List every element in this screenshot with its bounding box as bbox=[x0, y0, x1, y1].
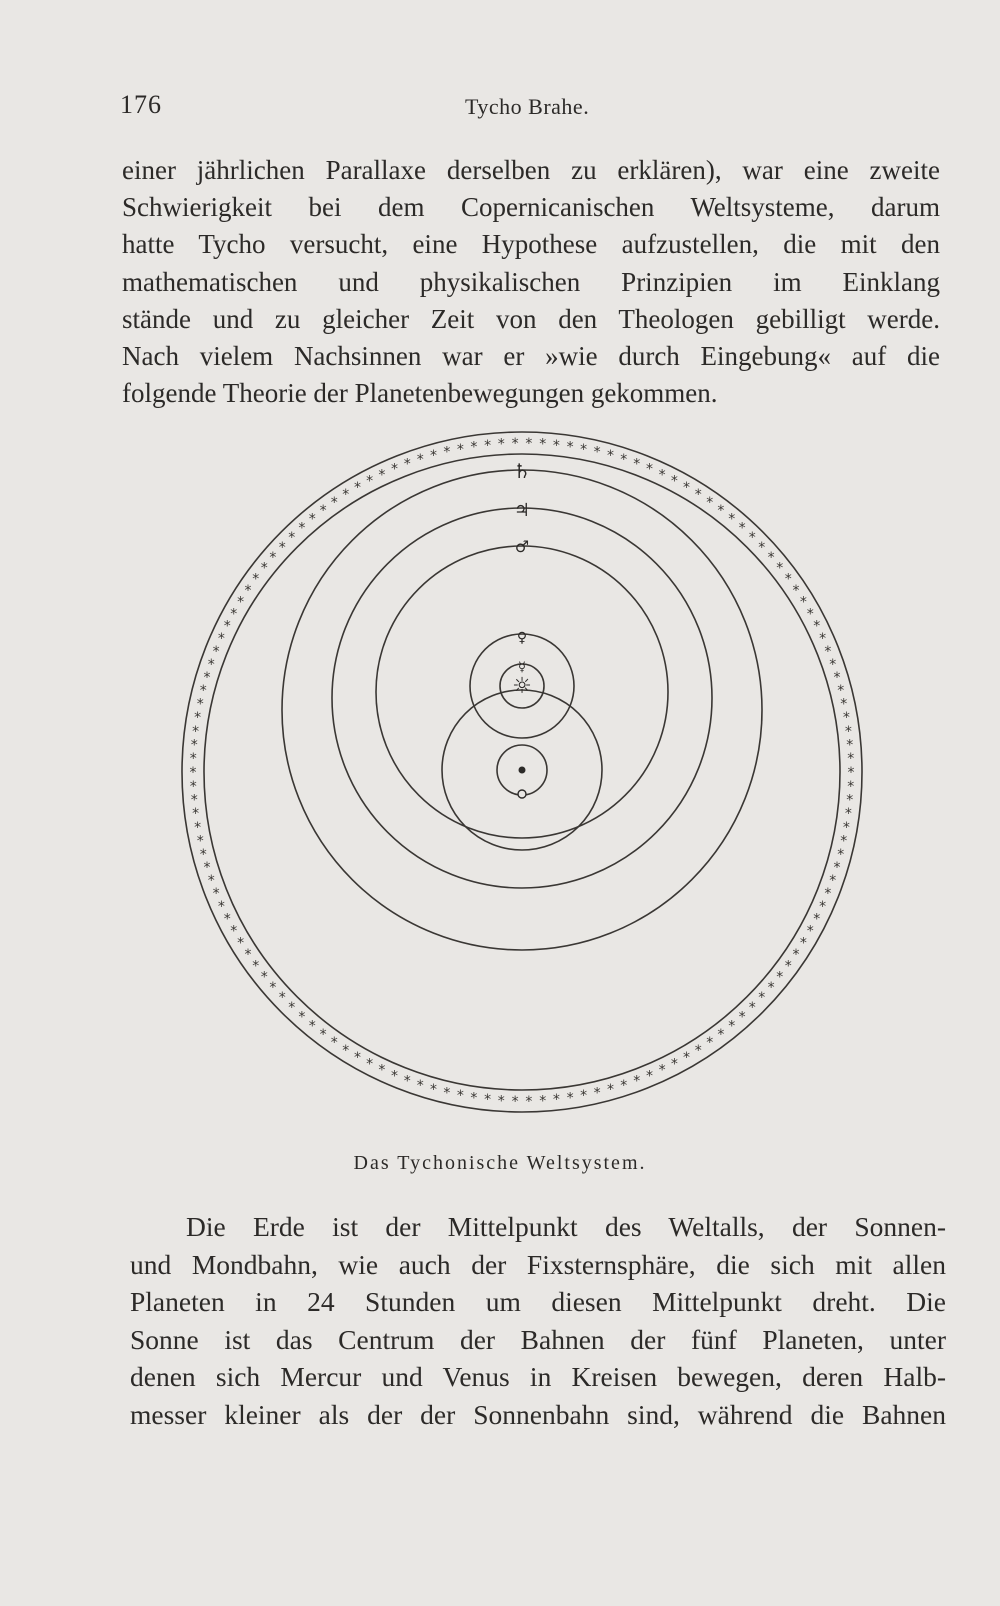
mars-symbol: ♂ bbox=[514, 537, 530, 556]
star-mark: * bbox=[189, 751, 197, 768]
star-mark: * bbox=[366, 1056, 374, 1073]
star-mark: * bbox=[593, 444, 601, 461]
star-mark: * bbox=[566, 439, 574, 456]
star-mark: * bbox=[844, 723, 852, 740]
star-mark: * bbox=[829, 656, 837, 673]
star-mark: * bbox=[456, 1088, 464, 1105]
star-mark: * bbox=[378, 1062, 386, 1079]
star-mark: * bbox=[792, 582, 800, 599]
star-mark: * bbox=[607, 1081, 614, 1098]
star-mark: * bbox=[806, 923, 814, 940]
star-mark: * bbox=[646, 461, 653, 478]
star-mark: * bbox=[580, 441, 588, 458]
star-mark: * bbox=[237, 935, 245, 952]
star-mark: * bbox=[847, 778, 855, 795]
star-mark: * bbox=[620, 1077, 628, 1094]
star-mark: * bbox=[497, 1093, 505, 1110]
star-mark: * bbox=[824, 643, 832, 660]
star-mark: * bbox=[199, 683, 207, 700]
text-line: stände und zu gleicher Zeit von den Theologen gebilligt werde. bbox=[122, 303, 940, 334]
star-mark: * bbox=[758, 539, 766, 556]
star-mark: * bbox=[792, 947, 800, 964]
star-mark: * bbox=[847, 751, 855, 768]
star-mark: * bbox=[319, 502, 327, 519]
star-mark: * bbox=[416, 1077, 424, 1094]
star-mark: * bbox=[342, 1042, 350, 1059]
star-mark: * bbox=[354, 480, 361, 497]
star-mark: * bbox=[288, 529, 296, 546]
star-mark: * bbox=[252, 958, 260, 975]
star-mark: * bbox=[842, 819, 850, 836]
star-mark: * bbox=[813, 911, 821, 928]
star-mark: * bbox=[539, 436, 547, 453]
star-mark: * bbox=[470, 439, 478, 456]
text-line: denen sich Mercur und Venus in Kreisen bewegen, deren Halb- bbox=[130, 1361, 946, 1393]
star-mark: * bbox=[847, 765, 855, 781]
star-mark: * bbox=[620, 452, 628, 469]
star-mark: * bbox=[403, 1073, 411, 1090]
star-mark: * bbox=[846, 792, 854, 809]
star-mark: * bbox=[244, 582, 252, 599]
star-mark: * bbox=[192, 723, 200, 740]
star-mark: * bbox=[837, 846, 845, 863]
star-mark: * bbox=[190, 737, 198, 754]
star-mark: * bbox=[593, 1085, 601, 1102]
star-mark: * bbox=[658, 1062, 666, 1079]
star-mark: * bbox=[633, 1073, 641, 1090]
star-mark: * bbox=[511, 1093, 519, 1110]
star-mark: * bbox=[330, 494, 338, 511]
star-mark: * bbox=[416, 452, 424, 469]
star-mark: * bbox=[784, 571, 792, 588]
star-mark: * bbox=[552, 437, 560, 454]
text-line: einer jährlichen Parallaxe derselben zu erklären), war eine zweite bbox=[122, 155, 940, 185]
star-mark: * bbox=[308, 511, 316, 528]
star-mark: * bbox=[288, 1000, 296, 1017]
star-mark: * bbox=[840, 833, 848, 850]
star-mark: * bbox=[738, 520, 746, 537]
text-line: messer kleiner als der der Sonnenbahn sind, während die Bahnen bbox=[130, 1398, 946, 1430]
star-mark: * bbox=[298, 1009, 306, 1026]
star-mark: * bbox=[196, 696, 204, 713]
star-mark: * bbox=[728, 511, 736, 528]
paragraph-1 bbox=[122, 152, 940, 412]
star-mark: * bbox=[203, 669, 211, 686]
star-mark: * bbox=[799, 594, 807, 611]
star-mark: * bbox=[484, 437, 492, 454]
star-mark: * bbox=[767, 980, 775, 996]
star-mark: * bbox=[330, 1035, 338, 1052]
star-mark: * bbox=[278, 990, 286, 1007]
star-mark: * bbox=[819, 898, 827, 915]
running-title: Tycho Brahe. bbox=[465, 94, 590, 119]
star-mark: * bbox=[308, 1018, 316, 1035]
star-mark: * bbox=[430, 1081, 437, 1098]
star-mark: * bbox=[799, 935, 807, 952]
star-mark: * bbox=[511, 436, 519, 453]
star-mark: * bbox=[443, 1085, 451, 1102]
star-mark: * bbox=[658, 467, 666, 484]
star-mark: * bbox=[706, 494, 714, 511]
text-line: Schwierigkeit bei dem Copernicanischen Weltsysteme, darum bbox=[122, 192, 940, 223]
star-mark: * bbox=[269, 980, 277, 996]
star-mark: * bbox=[748, 1000, 756, 1017]
star-mark: * bbox=[470, 1090, 478, 1107]
star-mark: * bbox=[824, 886, 832, 903]
moon-dot bbox=[518, 790, 526, 798]
earth-center bbox=[519, 767, 526, 774]
star-mark: * bbox=[194, 819, 202, 836]
star-mark: * bbox=[223, 911, 231, 928]
star-mark: * bbox=[497, 436, 505, 453]
star-mark: * bbox=[196, 833, 204, 850]
star-mark: * bbox=[217, 898, 225, 915]
star-mark: * bbox=[776, 969, 784, 986]
text-line: folgende Theorie der Planetenbewegungen gekommen. bbox=[122, 378, 718, 409]
tychonic-system-diagram bbox=[180, 430, 900, 1150]
star-mark: * bbox=[354, 1049, 361, 1066]
star-mark: * bbox=[813, 618, 821, 635]
star-mark: * bbox=[366, 473, 374, 490]
star-mark: * bbox=[207, 873, 215, 890]
star-mark: * bbox=[194, 710, 202, 727]
star-mark: * bbox=[298, 520, 306, 537]
star-mark: * bbox=[252, 571, 260, 588]
star-mark: * bbox=[342, 487, 350, 504]
star-mark: * bbox=[269, 550, 277, 566]
star-mark: * bbox=[391, 461, 398, 478]
star-mark: * bbox=[199, 846, 207, 863]
star-mark: * bbox=[237, 594, 245, 611]
star-mark: * bbox=[484, 1092, 492, 1109]
star-mark: * bbox=[278, 539, 286, 556]
star-mark: * bbox=[776, 560, 784, 577]
star-mark: * bbox=[706, 1035, 714, 1052]
venus-symbol: ♀ bbox=[516, 630, 528, 646]
star-mark: * bbox=[456, 441, 464, 458]
star-mark: * bbox=[842, 710, 850, 727]
star-mark: * bbox=[212, 886, 220, 903]
star-mark: * bbox=[203, 860, 211, 877]
star-mark: * bbox=[819, 631, 827, 648]
star-mark: * bbox=[260, 969, 268, 986]
text-line: Planeten in 24 Stunden um diesen Mittelpunkt dreht. Die bbox=[130, 1286, 946, 1318]
star-mark: * bbox=[758, 990, 766, 1007]
star-mark: * bbox=[244, 947, 252, 964]
star-mark: * bbox=[580, 1088, 588, 1105]
star-mark: * bbox=[633, 456, 641, 473]
star-mark: * bbox=[646, 1068, 653, 1085]
star-mark: * bbox=[670, 1056, 678, 1073]
star-mark: * bbox=[223, 618, 231, 635]
text-line: und Mondbahn, wie auch der Fixsternsphäre, die sich mit allen bbox=[130, 1248, 946, 1280]
star-mark: * bbox=[319, 1027, 327, 1044]
star-mark: * bbox=[525, 1093, 533, 1110]
star-mark: * bbox=[260, 560, 268, 577]
star-mark: * bbox=[552, 1092, 560, 1109]
star-mark: * bbox=[694, 487, 702, 504]
star-mark: * bbox=[833, 669, 841, 686]
star-mark: * bbox=[840, 696, 848, 713]
star-mark: * bbox=[683, 1049, 690, 1066]
star-mark: * bbox=[717, 1027, 725, 1044]
page-header bbox=[120, 90, 940, 130]
star-mark: * bbox=[230, 606, 238, 623]
text-line: Sonne ist das Centrum der Bahnen der fünf Planeten, unter bbox=[130, 1323, 946, 1355]
star-mark: * bbox=[212, 643, 220, 660]
paragraph-2 bbox=[130, 1208, 946, 1434]
star-mark: * bbox=[767, 550, 775, 566]
star-mark: * bbox=[190, 792, 198, 809]
text-line: mathematischen und physikalischen Prinzipien im Einklang bbox=[122, 266, 940, 297]
text-line: hatte Tycho versucht, eine Hypothese aufzustellen, die mit den bbox=[122, 229, 940, 260]
star-mark: * bbox=[566, 1090, 574, 1107]
star-mark: * bbox=[694, 1042, 702, 1059]
star-mark: * bbox=[728, 1018, 736, 1035]
text-line: Nach vielem Nachsinnen war er »wie durch Eingebung« auf die bbox=[122, 341, 940, 372]
star-mark: * bbox=[683, 480, 690, 497]
star-mark: * bbox=[217, 631, 225, 648]
star-mark: * bbox=[430, 448, 437, 465]
jupiter-symbol: ♃ bbox=[513, 500, 531, 521]
star-mark: * bbox=[670, 473, 678, 490]
star-mark: * bbox=[717, 502, 725, 519]
text-line: Die Erde ist der Mittelpunkt des Weltalls, der Sonnen- bbox=[186, 1211, 946, 1242]
star-mark: * bbox=[806, 606, 814, 623]
star-mark: * bbox=[189, 778, 197, 795]
figure-caption: Das Tychonische Weltsystem. bbox=[353, 1152, 647, 1174]
star-mark: * bbox=[748, 529, 756, 546]
star-mark: * bbox=[738, 1009, 746, 1026]
star-mark: * bbox=[829, 873, 837, 890]
star-mark: * bbox=[192, 806, 200, 823]
mercury-symbol: ☿ bbox=[518, 660, 526, 675]
star-mark: * bbox=[391, 1068, 398, 1085]
star-mark: * bbox=[230, 923, 238, 940]
star-mark: * bbox=[607, 448, 614, 465]
page-number: 176 bbox=[120, 90, 162, 119]
star-mark: * bbox=[403, 456, 411, 473]
saturn-symbol: ♄ bbox=[513, 459, 531, 483]
star-mark: * bbox=[378, 467, 386, 484]
star-mark: * bbox=[207, 656, 215, 673]
star-mark: * bbox=[443, 444, 451, 461]
star-mark: * bbox=[846, 737, 854, 754]
star-mark: * bbox=[525, 436, 533, 453]
star-mark: * bbox=[844, 806, 852, 823]
star-mark: * bbox=[784, 958, 792, 975]
star-mark: * bbox=[539, 1093, 547, 1110]
star-mark: * bbox=[837, 683, 845, 700]
star-mark: * bbox=[189, 765, 197, 781]
star-mark: * bbox=[833, 860, 841, 877]
sun-symbol: ☼ bbox=[512, 674, 532, 699]
